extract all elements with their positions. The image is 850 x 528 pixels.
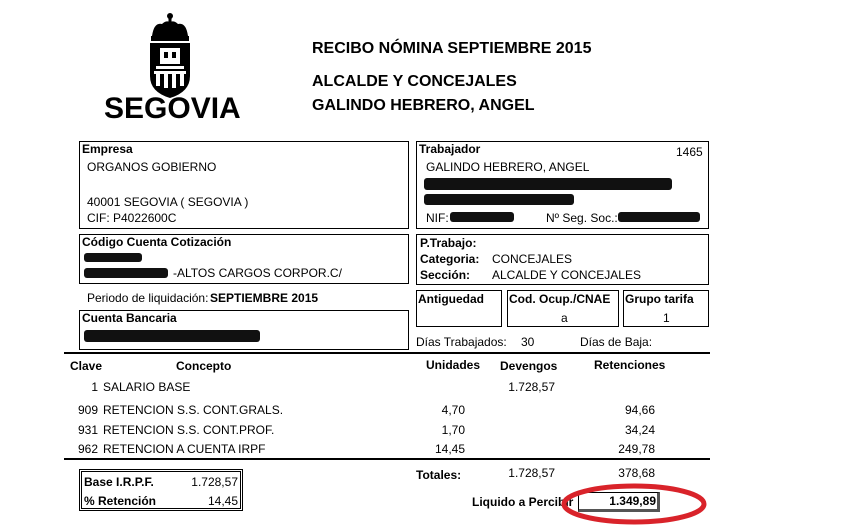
table-row-retenciones: 34,24 xyxy=(624,423,655,437)
redacted-nif xyxy=(450,212,514,222)
dias-trabajados-label: Días Trabajados: xyxy=(416,335,507,349)
grupo-value: 1 xyxy=(663,311,670,325)
crown-tower-emblem-icon xyxy=(104,10,236,100)
receipt-employee-name: GALINDO HEBRERO, ANGEL xyxy=(312,97,535,114)
totales-retenciones: 378,68 xyxy=(618,466,655,480)
seccion-label: Sección: xyxy=(420,268,471,282)
table-row-unidades: 14,45 xyxy=(434,442,465,456)
base-irpf-label: Base I.R.P.F. xyxy=(84,475,154,489)
empresa-city: 40001 SEGOVIA ( SEGOVIA ) xyxy=(87,195,249,209)
dias-trabajados-value: 30 xyxy=(521,335,535,349)
periodo-label: Periodo de liquidación: xyxy=(87,291,209,305)
receipt-title: RECIBO NÓMINA SEPTIEMBRE 2015 xyxy=(312,40,592,57)
receipt-subtitle: ALCALDE Y CONCEJALES xyxy=(312,73,517,90)
grupo-label: Grupo tarifa xyxy=(625,292,694,306)
table-row-unidades: 4,70 xyxy=(441,403,465,417)
categoria-value: CONCEJALES xyxy=(492,252,573,266)
cuenta-bancaria-label: Cuenta Bancaria xyxy=(82,311,177,325)
col-header-retenciones: Retenciones xyxy=(594,358,666,372)
cod-ocup-value: a xyxy=(561,311,568,325)
table-row-retenciones: 94,66 xyxy=(624,403,655,417)
segovia-logo xyxy=(104,10,241,128)
table-top-rule xyxy=(64,352,710,354)
categoria-label: Categoria: xyxy=(420,252,480,266)
redacted-address-2 xyxy=(424,194,574,205)
liquido-value: 1.349,89 xyxy=(609,494,656,508)
cotizacion-label: Código Cuenta Cotización xyxy=(82,235,232,249)
col-header-clave: Clave xyxy=(70,359,103,373)
table-row-clave: 962 xyxy=(77,442,98,456)
totales-label: Totales: xyxy=(416,468,462,482)
trabajador-label: Trabajador xyxy=(419,142,481,156)
totales-devengos: 1.728,57 xyxy=(508,466,555,480)
redacted-cotizacion-2 xyxy=(84,268,168,278)
liquido-label: Liquido a Percibir xyxy=(472,495,574,509)
trabajador-name: GALINDO HEBRERO, ANGEL xyxy=(426,160,590,174)
empresa-name: ORGANOS GOBIERNO xyxy=(87,160,217,174)
cotizacion-suffix: -ALTOS CARGOS CORPOR.C/ xyxy=(173,266,342,280)
col-header-concepto: Concepto xyxy=(176,359,232,373)
table-row-concepto: RETENCION S.S. CONT.PROF. xyxy=(103,423,275,437)
table-row-unidades: 1,70 xyxy=(441,423,465,437)
redacted-cuenta xyxy=(84,330,260,342)
cod-ocup-label: Cod. Ocup./CNAE xyxy=(509,292,611,306)
retencion-label: % Retención xyxy=(84,494,157,508)
table-row-devengos: 1.728,57 xyxy=(508,380,555,394)
table-row-clave: 1 xyxy=(91,380,98,394)
periodo-value: SEPTIEMBRE 2015 xyxy=(210,291,319,305)
trabajador-number: 1465 xyxy=(676,145,703,159)
redacted-seg-soc xyxy=(618,212,700,222)
table-row-concepto: RETENCION S.S. CONT.GRALS. xyxy=(103,403,284,417)
col-header-devengos: Devengos xyxy=(500,359,558,373)
logo-text: SEGOVIA xyxy=(104,92,241,125)
red-highlight-ellipse-icon xyxy=(560,482,710,526)
nif-label: NIF: xyxy=(426,211,449,225)
dias-baja-label: Días de Baja: xyxy=(580,335,653,349)
table-row-concepto: RETENCION A CUENTA IRPF xyxy=(103,442,266,456)
redacted-cotizacion-1 xyxy=(84,253,142,262)
table-row-retenciones: 249,78 xyxy=(618,442,655,456)
ptrabajo-label: P.Trabajo: xyxy=(420,236,477,250)
redacted-address-1 xyxy=(424,178,672,190)
col-header-unidades: Unidades xyxy=(426,358,481,372)
table-row-concepto: SALARIO BASE xyxy=(103,380,191,394)
retencion-value: 14,45 xyxy=(207,494,238,508)
empresa-label: Empresa xyxy=(82,142,133,156)
antiguedad-label: Antiguedad xyxy=(418,292,484,306)
table-bottom-rule xyxy=(64,458,710,460)
base-irpf-value: 1.728,57 xyxy=(191,475,238,489)
seg-soc-label: Nº Seg. Soc.: xyxy=(546,211,618,225)
table-row-clave: 931 xyxy=(77,423,98,437)
table-row-clave: 909 xyxy=(77,403,98,417)
seccion-value: ALCALDE Y CONCEJALES xyxy=(492,268,641,282)
empresa-cif: CIF: P4022600C xyxy=(87,211,177,225)
